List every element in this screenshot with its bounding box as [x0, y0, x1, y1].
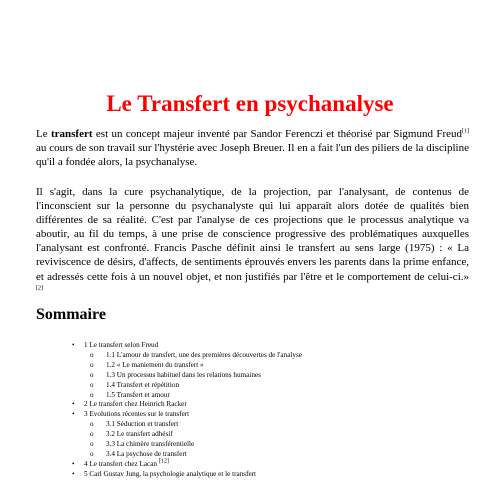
toc-subsection-item [90, 381, 179, 390]
intro-text-1: est un concept majeur inventé par Sandor Ferenczi et théorisé par Sigmund Freud [92, 128, 462, 140]
toc-subsection-item [90, 371, 261, 380]
toc-section-item [72, 460, 169, 469]
toc-subsection-item [90, 361, 204, 370]
definition-paragraph [36, 185, 469, 298]
bullet-icon: • [72, 341, 75, 349]
bullet-icon: • [72, 400, 75, 409]
toc-link[interactable]: 4 Le transfert chez Lacan [84, 459, 159, 468]
page-title: Le Transfert en psychanalyse [106, 91, 394, 116]
circle-bullet-icon: o [90, 350, 94, 359]
circle-bullet-icon: o [90, 370, 94, 379]
toc-link[interactable]: 5 Carl Gustav Jung, la psychologie analytique et le transfert [84, 469, 257, 478]
intro-paragraph [36, 127, 469, 169]
circle-bullet-icon: o [90, 430, 94, 439]
circle-bullet-icon: o [90, 390, 94, 399]
footnote-ref-1[interactable]: [1] [462, 128, 469, 135]
toc-link[interactable]: 2 Le transfert chez Heinrich Racker [84, 400, 187, 409]
toc-subsection-item [90, 440, 194, 449]
bullet-icon: • [72, 459, 75, 468]
circle-bullet-icon: o [90, 440, 94, 448]
toc-link[interactable]: 1 Le transfert selon Freud [84, 341, 159, 349]
circle-bullet-icon: o [90, 420, 94, 429]
toc-link[interactable]: 3.4 La psychose de transfert [106, 449, 187, 458]
bullet-icon: • [72, 410, 75, 419]
toc-link[interactable]: 3.3 La chimère transférentielle [106, 440, 195, 448]
definition-text: Il s'agit, dans la cure psychanalytique, de la projection, par l'analysant, de contenus de l'inconscient sur la personne du psychanalyste qui lui apparaît alors dotée de qualités bien différentes de sa réalité. C'est par l'analyse de ces projections que le processus analytique va aboutir, au fil du temps, à une prise de conscience progressive des problématiques auxquelles l'analysant est confronté. Francis Pasche définit ainsi le transfert au sens large (1975) : « La reviviscence de désirs, d'affects, de sentiments éprouvés envers les parents dans la prime enfance, et adressés cette fois à un nouvel objet, et non justifiés par l'être et le comportement de celui-ci.» [36, 186, 469, 283]
toc-subsection-item [90, 450, 187, 459]
circle-bullet-icon: o [90, 380, 94, 389]
toc-link[interactable]: 1.2 « Le maniement du transfert » [106, 360, 204, 369]
toc-section-item [72, 410, 189, 419]
toc-subsection-item [90, 391, 170, 400]
toc-link[interactable]: 3 Evolutions récentes sur le transfert [84, 410, 190, 419]
toc-link[interactable]: 1.3 Un processus habituel dans les relations humaines [106, 370, 261, 379]
toc-section-item [72, 400, 187, 409]
toc-section-item [72, 341, 158, 350]
toc-subsection-item [90, 430, 173, 439]
toc-link[interactable]: 1.1 L'amour de transfert, une des premières découvertes de l'analyse [106, 350, 302, 359]
bullet-icon: • [72, 469, 75, 478]
toc-link[interactable]: 1.5 Transfert et amour [106, 390, 170, 399]
toc-link[interactable]: 3.2 Le transfert adhésif [106, 430, 173, 439]
circle-bullet-icon: o [90, 360, 94, 369]
toc-subsection-item [90, 420, 178, 429]
toc-link[interactable]: 3.1 Séduction et transfert [106, 420, 179, 429]
toc-subsection-item [90, 351, 302, 360]
toc-link[interactable]: 1.4 Transfert et répétition [106, 380, 180, 389]
circle-bullet-icon: o [90, 449, 94, 458]
toc-heading: Sommaire [36, 306, 106, 323]
intro-lead: Le [36, 128, 51, 140]
footnote-ref[interactable]: [12] [158, 458, 169, 465]
intro-text-2: au cours de son travail sur l'hystérie avec Joseph Breuer. Il en a fait l'un des piliers de la discipline qu'il a fondée alors, la psychanalyse. [36, 142, 469, 169]
footnote-ref-2[interactable]: [2] [36, 285, 43, 291]
intro-term: transfert [50, 128, 93, 140]
toc-section-item [72, 470, 256, 479]
